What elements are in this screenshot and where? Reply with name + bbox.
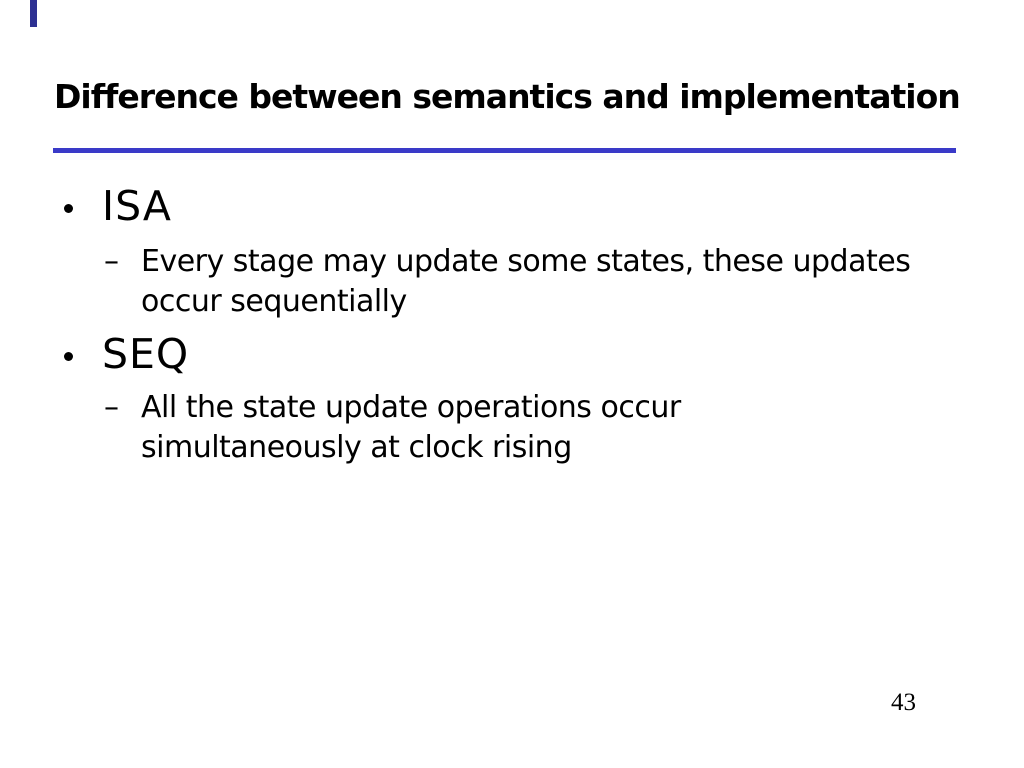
sub-bullet-isa xyxy=(104,242,910,322)
bullet-dot-icon xyxy=(64,204,73,213)
sub-bullet-line-2: occur sequentially xyxy=(141,284,407,319)
sub-bullet-line-2: simultaneously at clock rising xyxy=(141,430,572,465)
sub-bullet-line-1: All the state update operations occur xyxy=(141,390,681,425)
sub-bullet-dash-icon: – xyxy=(104,244,119,279)
sub-bullet-dash-icon: – xyxy=(104,390,119,425)
sub-bullet-line-1: Every stage may update some states, these updates xyxy=(141,244,911,279)
title-divider-line xyxy=(53,148,956,153)
page-number: 43 xyxy=(891,689,916,716)
bullet-item-seq: SEQ xyxy=(102,330,190,378)
slide-title: Difference between semantics and implementation xyxy=(54,77,960,116)
bullet-item-isa: ISA xyxy=(102,182,172,230)
sub-bullet-text xyxy=(141,242,910,322)
corner-accent-bar xyxy=(30,0,37,27)
bullet-dot-icon xyxy=(64,352,73,361)
sub-bullet-seq xyxy=(104,388,681,468)
sub-bullet-text xyxy=(141,388,681,468)
